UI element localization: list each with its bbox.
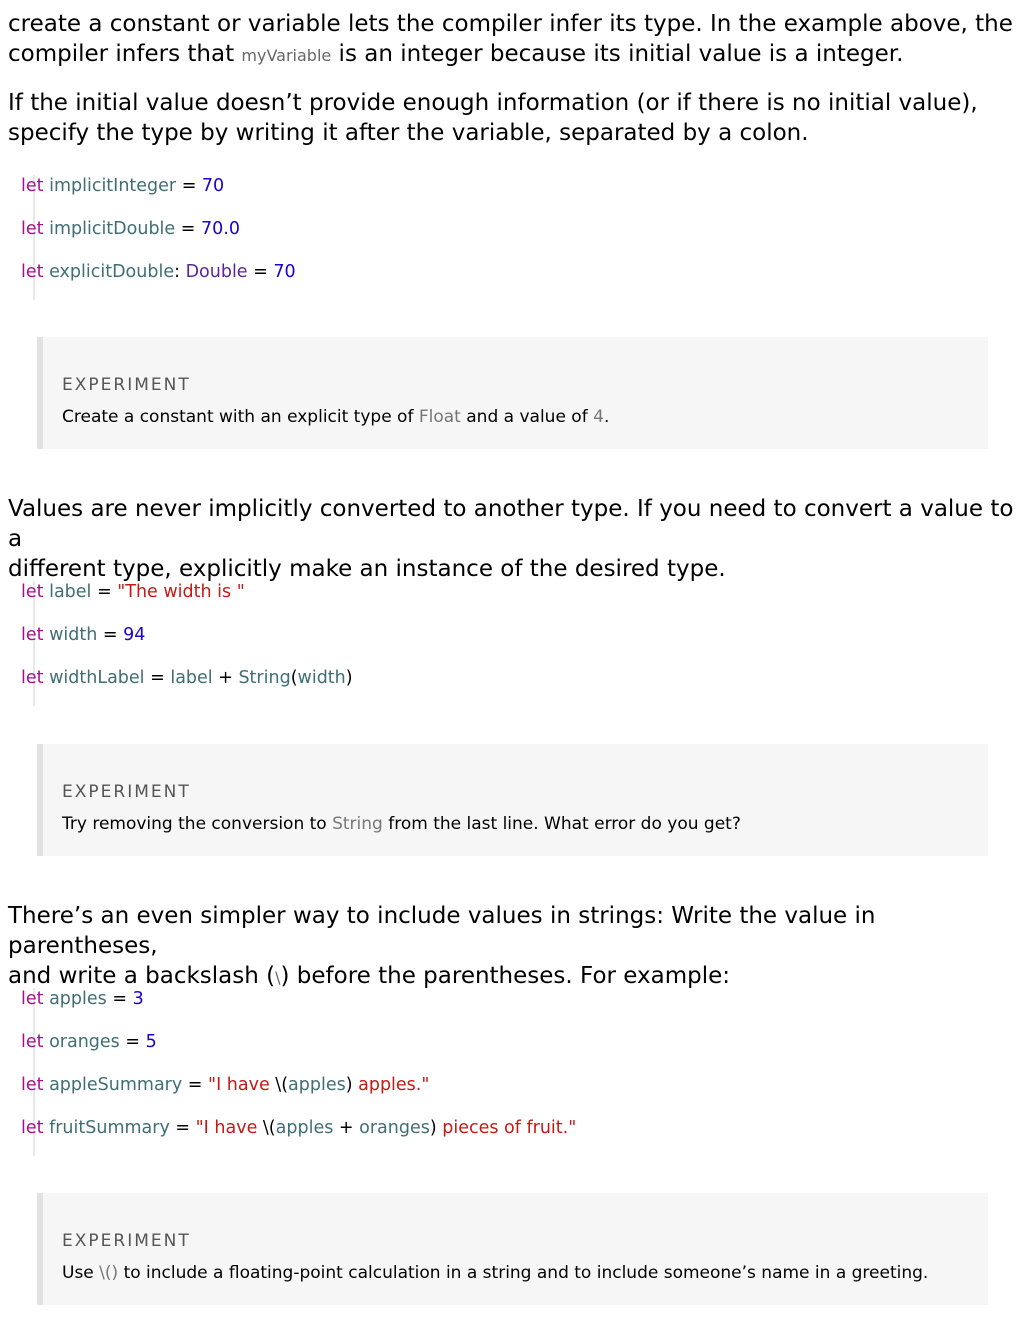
- string-literal: pieces of fruit.": [436, 1118, 577, 1138]
- paren: ): [345, 1075, 353, 1095]
- paren: (: [290, 668, 298, 688]
- operator: =: [247, 262, 274, 282]
- text: .: [603, 407, 610, 427]
- type-name: Double: [185, 262, 248, 282]
- keyword: let: [21, 989, 44, 1009]
- operator: =: [97, 625, 124, 645]
- string-literal: "The width is ": [117, 582, 245, 602]
- text-line: If the initial value doesn’t provide enough information (or if there is no initial value),: [8, 90, 978, 116]
- text-line: There’s an even simpler way to include values in strings: Write the value in parentheses,: [8, 903, 883, 959]
- text-line: different type, explicitly make an instance of the desired type.: [8, 556, 726, 582]
- interpolation-escape: \(: [275, 1075, 289, 1095]
- function-name: String: [238, 668, 291, 688]
- experiment-box: [37, 744, 988, 856]
- operator: =: [182, 1075, 209, 1095]
- code-line: [21, 261, 635, 304]
- text-line: create a constant or variable lets the compiler infer its type. In the example above, the: [8, 11, 1013, 37]
- keyword: let: [21, 176, 44, 196]
- keyword: let: [21, 1032, 44, 1052]
- code-block-type-annotation: [21, 175, 635, 300]
- identifier: oranges: [49, 1032, 120, 1052]
- text: Create a constant with an explicit type of: [62, 407, 419, 427]
- paragraph-string-interpolation: [8, 901, 1016, 993]
- identifier: widthLabel: [49, 668, 145, 688]
- keyword: let: [21, 668, 44, 688]
- code-line: [21, 175, 635, 218]
- code-line: [21, 988, 635, 1031]
- number-literal: 70: [273, 262, 296, 282]
- operator: =: [144, 668, 171, 688]
- identifier: apples: [275, 1118, 334, 1138]
- keyword: let: [21, 219, 44, 239]
- experiment-title: EXPERIMENT: [62, 1231, 191, 1251]
- keyword: let: [21, 1075, 44, 1095]
- inline-code: String: [332, 814, 383, 834]
- text-line: compiler infers that: [8, 41, 242, 67]
- identifier: fruitSummary: [49, 1118, 170, 1138]
- number-literal: 5: [145, 1032, 157, 1052]
- code-line: [21, 1117, 635, 1160]
- interpolation-escape: \(: [262, 1118, 276, 1138]
- paren: ): [429, 1118, 437, 1138]
- text: to include a floating-point calculation in a string and to include someone’s name in a greeting.: [118, 1263, 929, 1283]
- text: and a value of: [460, 407, 594, 427]
- operator: =: [176, 176, 202, 196]
- identifier: appleSummary: [49, 1075, 183, 1095]
- text-line: specify the type by writing it after the variable, separated by a colon.: [8, 120, 809, 146]
- experiment-text: [62, 1263, 928, 1283]
- code-line: [21, 1031, 635, 1074]
- code-line: [21, 218, 635, 261]
- identifier: label: [49, 582, 92, 602]
- text: Use: [62, 1263, 100, 1283]
- experiment-title: EXPERIMENT: [62, 782, 191, 802]
- code-line: [21, 1074, 635, 1117]
- operator: =: [91, 582, 118, 602]
- string-literal: "I have: [195, 1118, 263, 1138]
- text-line: ) before the parentheses. For example:: [280, 963, 731, 989]
- operator: +: [333, 1118, 360, 1138]
- operator: =: [106, 989, 133, 1009]
- identifier: implicitInteger: [49, 176, 177, 196]
- inline-code: 4: [593, 407, 604, 427]
- operator: =: [119, 1032, 146, 1052]
- code-line: [21, 667, 635, 710]
- text-line: and write a backslash (: [8, 963, 276, 989]
- inline-code: \(): [99, 1263, 119, 1283]
- code-block-conversion: [21, 581, 635, 706]
- identifier: explicitDouble: [49, 262, 175, 282]
- experiment-text: [62, 814, 741, 834]
- number-literal: 3: [132, 989, 144, 1009]
- experiment-box: [37, 1193, 988, 1305]
- identifier: oranges: [359, 1118, 430, 1138]
- operator: =: [175, 219, 201, 239]
- text: from the last line. What error do you get?: [382, 814, 741, 834]
- text: Try removing the conversion to: [62, 814, 333, 834]
- string-literal: "I have: [208, 1075, 276, 1095]
- keyword: let: [21, 262, 44, 282]
- text-line: Values are never implicitly converted to another type. If you need to convert a value to a: [8, 496, 1021, 552]
- experiment-title: EXPERIMENT: [62, 375, 191, 395]
- code-block-interpolation: [21, 988, 635, 1156]
- paren: ): [345, 668, 353, 688]
- identifier: apples: [49, 989, 107, 1009]
- code-line: [21, 581, 635, 624]
- identifier: implicitDouble: [49, 219, 176, 239]
- operator: +: [212, 668, 239, 688]
- string-literal: apples.": [352, 1075, 430, 1095]
- text-line: is an integer because its initial value is a integer.: [331, 41, 904, 67]
- experiment-box: [37, 337, 988, 449]
- identifier: label: [170, 668, 213, 688]
- inline-code: Float: [418, 407, 461, 427]
- paragraph-type-conversion: [8, 494, 1021, 584]
- identifier: width: [297, 668, 346, 688]
- number-literal: 70: [201, 176, 225, 196]
- number-literal: 94: [123, 625, 146, 645]
- inline-code: myVariable: [241, 46, 332, 65]
- paragraph-type-annotation: [8, 88, 1016, 148]
- keyword: let: [21, 625, 44, 645]
- keyword: let: [21, 1118, 44, 1138]
- code-line: [21, 624, 635, 667]
- operator: =: [169, 1118, 196, 1138]
- inline-code: \: [275, 968, 281, 987]
- identifier: width: [49, 625, 98, 645]
- keyword: let: [21, 582, 44, 602]
- colon: :: [174, 262, 186, 282]
- number-literal: 70.0: [200, 219, 240, 239]
- identifier: apples: [288, 1075, 346, 1095]
- paragraph-type-inference: [8, 9, 1016, 71]
- experiment-text: [62, 407, 609, 427]
